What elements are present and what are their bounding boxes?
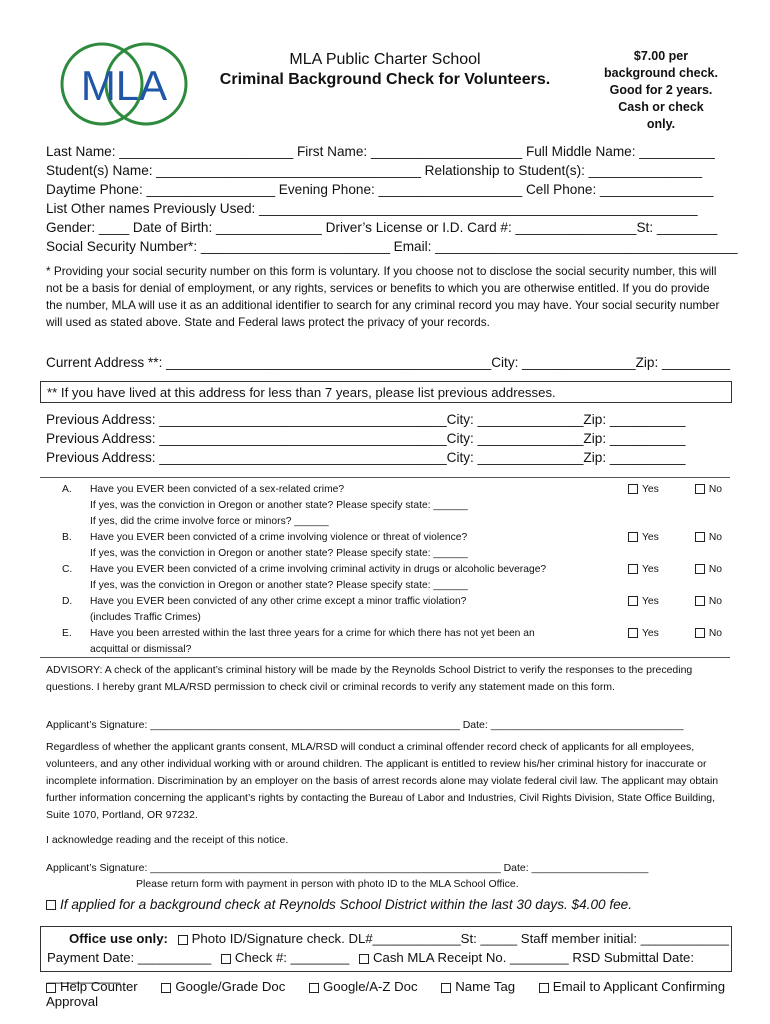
cash-checkbox[interactable] — [359, 954, 369, 964]
phone-field-row[interactable]: Daytime Phone: _________________ Evening Phone: ___________________ Cell Phone: _______________ — [46, 182, 714, 197]
question-letter: C. — [62, 564, 73, 575]
yes-no-options — [628, 594, 722, 610]
previous-address-field[interactable]: Previous Address: ______________________________________City: ______________Zip: __________ — [46, 450, 686, 465]
google-grade-doc-option[interactable]: Google/Grade Doc — [161, 979, 295, 994]
cash-receipt-field[interactable]: Cash MLA Receipt No. ________ RSD Submittal Date: __________ — [47, 950, 695, 984]
student-field-row[interactable]: Student(s) Name: ___________________________________ Relationship to Student(s): _______________ — [46, 163, 703, 178]
question-letter: B. — [62, 532, 72, 543]
question-a — [62, 482, 722, 530]
seven-year-notice: ** If you have lived at this address for less than 7 years, please list previous addresses. — [40, 381, 732, 403]
school-name: MLA Public Charter School — [289, 51, 481, 68]
fee-line: Good for 2 years. — [609, 83, 713, 97]
question-letter: D. — [62, 596, 73, 607]
name-tag-option[interactable]: Name Tag — [441, 979, 525, 994]
other-names-field-row[interactable]: List Other names Previously Used: __________________________________________________________ — [46, 201, 698, 216]
question-text: If yes, did the crime involve force or minors? ______ — [90, 516, 329, 527]
question-letter: E. — [62, 628, 72, 639]
photo-id-line: Photo ID/Signature check. DL#____________St: _____ Staff member initial: ____________ — [191, 931, 729, 946]
yes-no-options — [628, 562, 722, 578]
question-text: Have you been arrested within the last three years for a crime for which there has not yet been an — [90, 628, 535, 639]
no-checkbox[interactable]: No — [695, 626, 722, 642]
payment-date-field[interactable]: Payment Date: __________ — [47, 950, 212, 965]
consent-notice: Regardless of whether the applicant grants consent, MLA/RSD will conduct a criminal offender record check of applicants for all employees, volunteers, and any other individual working with or around children. The applicant is entitled to review his/her criminal history for inaccurate or incomplete information. Discrimination by an employer on the basis of arrest records alone may violate federal civil law. The applicant may obtain further information concerning the applicant’s rights by contacting the Bureau of Labor and Industries, Civil Rights Division, State Office Building, Suite 1070, Portland, OR 97232. — [46, 741, 719, 821]
office-use-box — [40, 926, 732, 984]
photo-id-checkbox[interactable] — [178, 935, 188, 945]
yes-checkbox[interactable]: Yes — [628, 594, 659, 610]
question-letter: A. — [62, 484, 72, 495]
yes-checkbox[interactable]: Yes — [628, 482, 659, 498]
ssn-disclosure-note: * Providing your social security number on this form is voluntary. If you choose not to disclose the social security number, this will not be a basis for denial of employment, or any rights, services or benefits to which you are otherwise entitled. If you do provide the number, MLA will use it as an additional identifier to search for any criminal record you may have. Your social security number will used as stated above. State and Federal laws protect the privacy of your records. — [46, 264, 720, 329]
question-b — [62, 530, 722, 562]
question-text: (includes Traffic Crimes) — [90, 612, 201, 623]
yes-checkbox[interactable]: Yes — [628, 562, 659, 578]
yes-checkbox[interactable]: Yes — [628, 626, 659, 642]
question-d — [62, 594, 722, 626]
previous-addresses — [46, 410, 685, 467]
yes-no-options — [628, 482, 722, 498]
yes-checkbox[interactable]: Yes — [628, 530, 659, 546]
check-checkbox[interactable] — [221, 954, 231, 964]
yes-no-options — [628, 626, 722, 642]
applicant-signature-line-2[interactable]: Applicant’s Signature: ____________________________________________________________ Date: ____________________ — [46, 862, 649, 874]
divider — [40, 477, 730, 478]
question-c — [62, 562, 722, 594]
previous-address-field[interactable]: Previous Address: ______________________________________City: ______________Zip: __________ — [46, 412, 686, 427]
question-text: If yes, was the conviction in Oregon or another state? Please specify state: ______ — [90, 500, 468, 511]
fee-line: Cash or check — [618, 100, 704, 114]
email-approval-option[interactable]: Email to Applicant Confirming Approval — [46, 979, 726, 1009]
question-e — [62, 626, 722, 658]
footer-checklist — [46, 979, 770, 1009]
svg-text:MLA: MLA — [80, 62, 168, 109]
no-checkbox[interactable]: No — [695, 530, 722, 546]
reynolds-discount-option[interactable] — [46, 897, 632, 912]
current-address-field[interactable]: Current Address **: ___________________________________________City: _______________Zip: _________ — [46, 355, 731, 370]
fee-line: background check. — [604, 66, 718, 80]
applicant-signature-line[interactable]: Applicant’s Signature: _____________________________________________________ Date: _________________________________ — [46, 719, 684, 731]
conviction-questions — [62, 482, 722, 658]
fee-line: only. — [646, 117, 676, 131]
fee-note — [596, 48, 726, 133]
yes-no-options — [628, 530, 722, 546]
help-counter-option[interactable]: Help Counter — [46, 979, 148, 994]
question-text: Have you EVER been convicted of a crime involving violence or threat of violence? — [90, 532, 468, 543]
question-text: acquittal or dismissal? — [90, 644, 192, 655]
personal-info-fields — [46, 142, 738, 256]
previous-address-field[interactable]: Previous Address: ______________________________________City: ______________Zip: __________ — [46, 431, 686, 446]
return-instructions: Please return form with payment in person with photo ID to the MLA School Office. — [136, 878, 519, 890]
form-title: Criminal Background Check for Volunteers. — [219, 71, 551, 88]
question-text: Have you EVER been convicted of a crime involving criminal activity in drugs or alcoholic beverage? — [90, 564, 547, 575]
check-number-field[interactable]: Check #: ________ — [234, 950, 350, 965]
no-checkbox[interactable]: No — [695, 562, 722, 578]
name-field-row[interactable]: Last Name: _______________________ First Name: ____________________ Full Middle Name: __________ — [46, 144, 715, 159]
divider — [40, 657, 730, 658]
question-text: Have you EVER been convicted of any other crime except a minor traffic violation? — [90, 596, 467, 607]
google-az-doc-option[interactable]: Google/A-Z Doc — [309, 979, 428, 994]
fee-line: $7.00 per — [633, 49, 689, 63]
no-checkbox[interactable]: No — [695, 482, 722, 498]
question-text: If yes, was the conviction in Oregon or another state? Please specify state: ______ — [90, 580, 468, 591]
acknowledge-text: I acknowledge reading and the receipt of this notice. — [46, 834, 289, 846]
question-text: If yes, was the conviction in Oregon or another state? Please specify state: ______ — [90, 548, 468, 559]
gender-dob-license-row[interactable]: Gender: ____ Date of Birth: ______________ Driver’s License or I.D. Card #: ________________St: ________ — [46, 220, 718, 235]
ssn-email-row[interactable]: Social Security Number*: _________________________ Email: ________________________________________ — [46, 239, 738, 254]
question-text: Have you EVER been convicted of a sex-related crime? — [90, 484, 345, 495]
advisory-text: ADVISORY: A check of the applicant’s criminal history will be made by the Reynolds School District to verify the responses to the preceding questions. I hereby grant MLA/RSD permission to check civil or criminal records to verify any statement made on this form. — [46, 664, 693, 693]
office-use-label: Office use only: — [69, 931, 168, 946]
no-checkbox[interactable]: No — [695, 594, 722, 610]
checkbox-icon[interactable] — [46, 900, 56, 910]
reynolds-discount-text: If applied for a background check at Reynolds School District within the last 30 days. $4.00 fee. — [60, 897, 633, 912]
